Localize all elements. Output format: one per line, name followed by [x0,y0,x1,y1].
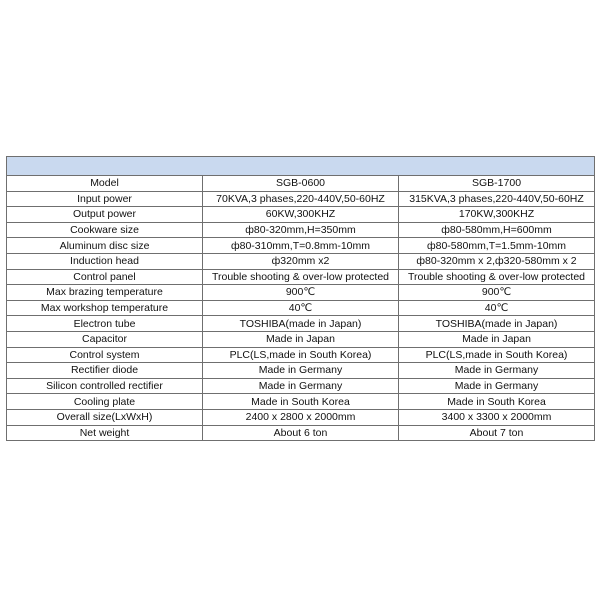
row-label: Max brazing temperature [7,285,203,301]
row-label: Output power [7,207,203,223]
model-a-value: PLC(LS,made in South Korea) [203,347,399,363]
table-row [7,191,595,207]
model-a-value: Made in Germany [203,378,399,394]
table-row [7,347,595,363]
model-a-value: 70KVA,3 phases,220-440V,50-60HZ [203,191,399,207]
row-label: Cookware size [7,222,203,238]
table-row [7,316,595,332]
row-label: Rectifier diode [7,363,203,379]
model-a-value: 900℃ [203,285,399,301]
spec-table [6,156,595,441]
row-label: Control system [7,347,203,363]
table-row [7,363,595,379]
model-b-value: Made in Japan [399,331,595,347]
row-label: Silicon controlled rectifier [7,378,203,394]
model-b-value: PLC(LS,made in South Korea) [399,347,595,363]
model-a-value: 2400 x 2800 x 2000mm [203,409,399,425]
model-b-value: Trouble shooting & over-low protected [399,269,595,285]
header-band-cell [7,157,595,176]
table-row [7,269,595,285]
table-row [7,331,595,347]
model-a-value: ф80-320mm,H=350mm [203,222,399,238]
model-b-value: About 7 ton [399,425,595,441]
model-a-value: Made in South Korea [203,394,399,410]
model-a-value: 40℃ [203,300,399,316]
row-label: Net weight [7,425,203,441]
row-label: Cooling plate [7,394,203,410]
model-a-value: SGB-0600 [203,176,399,192]
model-a-value: Made in Japan [203,331,399,347]
table-row [7,378,595,394]
model-a-value: 60KW,300KHZ [203,207,399,223]
table-row [7,238,595,254]
model-a-value: About 6 ton [203,425,399,441]
table-row [7,222,595,238]
model-b-value: Made in Germany [399,363,595,379]
model-b-value: ф80-580mm,H=600mm [399,222,595,238]
model-a-value: ф80-310mm,T=0.8mm-10mm [203,238,399,254]
row-label: Control panel [7,269,203,285]
model-a-value: Trouble shooting & over-low protected [203,269,399,285]
table-row [7,300,595,316]
model-b-value: ф80-320mm x 2,ф320-580mm x 2 [399,253,595,269]
table-row [7,394,595,410]
model-b-value: 315KVA,3 phases,220-440V,50-60HZ [399,191,595,207]
model-b-value: 900℃ [399,285,595,301]
model-b-value: TOSHIBA(made in Japan) [399,316,595,332]
row-label: Aluminum disc size [7,238,203,254]
model-a-value: TOSHIBA(made in Japan) [203,316,399,332]
model-a-value: ф320mm x2 [203,253,399,269]
model-b-value: 40℃ [399,300,595,316]
model-b-value: Made in South Korea [399,394,595,410]
model-b-value: Made in Germany [399,378,595,394]
row-label: Model [7,176,203,192]
table-row [7,253,595,269]
table-row [7,409,595,425]
table-row [7,425,595,441]
model-b-value: ф80-580mm,T=1.5mm-10mm [399,238,595,254]
table-header-band [7,157,595,176]
row-label: Overall size(LxWxH) [7,409,203,425]
spec-table-body [7,157,595,441]
row-label: Electron tube [7,316,203,332]
row-label: Max workshop temperature [7,300,203,316]
row-label: Induction head [7,253,203,269]
row-label: Input power [7,191,203,207]
model-b-value: 3400 x 3300 x 2000mm [399,409,595,425]
table-row [7,207,595,223]
table-row [7,176,595,192]
table-row [7,285,595,301]
model-b-value: 170KW,300KHZ [399,207,595,223]
model-b-value: SGB-1700 [399,176,595,192]
model-a-value: Made in Germany [203,363,399,379]
row-label: Capacitor [7,331,203,347]
